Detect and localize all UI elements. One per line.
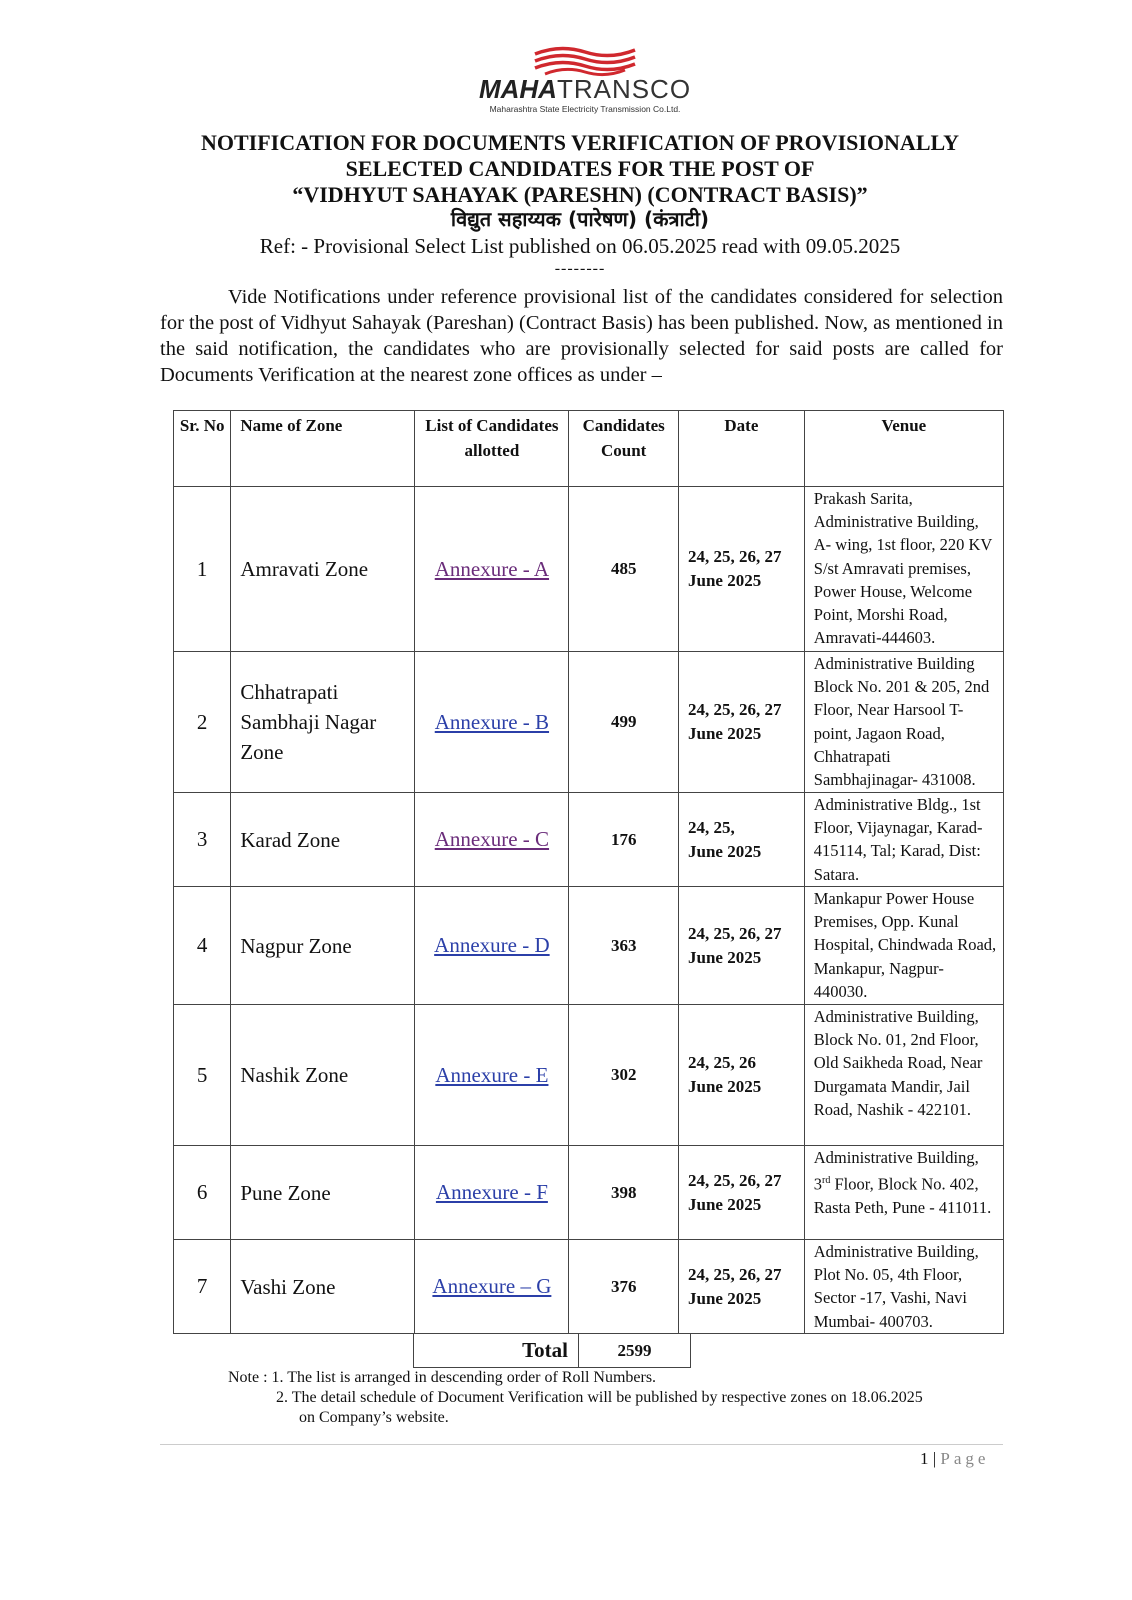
sr-no: 4	[174, 887, 231, 1005]
title-line-2: SELECTED CANDIDATES FOR THE POST OF	[345, 156, 815, 181]
table-row	[174, 652, 1004, 793]
table-row	[174, 1240, 1004, 1334]
header-date: Date	[679, 411, 805, 487]
note-1: Note : 1. The list is arranged in descending order of Roll Numbers.	[228, 1369, 657, 1386]
header-sr-no: Sr. No	[174, 411, 231, 487]
date-cell: 24, 25, 26, 27 June 2025	[679, 652, 805, 793]
note-2: 2. The detail schedule of Document Verification will be published by respective zones on 18.06.2025	[276, 1389, 923, 1406]
annexure-link[interactable]: Annexure - E	[435, 1062, 549, 1087]
annexure-link[interactable]: Annexure - C	[434, 827, 550, 851]
footer-divider	[160, 1444, 1003, 1445]
venue: Prakash Sarita, Administrative Building, A- wing, 1st floor, 220 KV S/st Amravati premises, Power House, Welcome Point, Morshi Road, Amravati-444603.	[804, 487, 1003, 652]
sr-no: 3	[174, 793, 231, 887]
total-label: Total	[414, 1334, 579, 1368]
header-zone: Name of Zone	[231, 411, 415, 487]
header-venue: Venue	[804, 411, 1003, 487]
venue: Administrative Building, 3rd Floor, Block No. 402, Rasta Peth, Pune - 411011.	[804, 1146, 1003, 1240]
table-row	[174, 487, 1004, 652]
sr-no: 7	[174, 1240, 231, 1334]
title-line-hindi: विद्युत सहाय्यक (पारेषण) (कंत्राटी)	[450, 207, 710, 231]
date-cell: 24, 25, 26, 27 June 2025	[679, 487, 805, 652]
company-logo	[445, 44, 725, 114]
candidate-count: 499	[569, 652, 679, 793]
zone-name: Nagpur Zone	[231, 887, 415, 1005]
header-list: List of Candidates allotted	[415, 411, 569, 487]
zone-name: Chhatrapati Sambhaji Nagar Zone	[231, 652, 415, 793]
table-row	[174, 1146, 1004, 1240]
sr-no: 2	[174, 652, 231, 793]
table-row	[174, 887, 1004, 1005]
annexure-link[interactable]: Annexure – G	[432, 1274, 552, 1298]
annexure-link[interactable]: Annexure - F	[435, 1180, 548, 1204]
intro-paragraph: Vide Notifications under reference provisional list of the candidates considered for selection for the post of Vidhyut Sahayak (Pareshan) (Contract Basis) has been published. Now, as mentioned in the said notification, the candidates who are provisionally selected for said posts are called for Documents Verification at the nearest zone offices as under –	[160, 286, 1003, 386]
total-table	[413, 1334, 691, 1368]
date-cell: 24, 25, 26, 27 June 2025	[679, 887, 805, 1005]
table-row	[174, 1005, 1004, 1146]
candidate-count: 376	[569, 1240, 679, 1334]
logo-subtitle: Maharashtra State Electricity Transmission Co.Ltd.	[489, 104, 681, 114]
annexure-link[interactable]: Annexure - B	[434, 709, 550, 734]
header-count: Candidates Count	[569, 411, 679, 487]
logo-wordmark: MAHATRANSCO	[478, 74, 692, 104]
venue: Administrative Building Block No. 201 & 205, 2nd Floor, Near Harsool T-point, Jagaon Road, Chhatrapati Sambhajinagar- 431008.	[804, 652, 1003, 793]
venue: Mankapur Power House Premises, Opp. Kunal Hospital, Chindwada Road, Mankapur, Nagpur- 440030.	[804, 887, 1003, 1005]
annexure-link[interactable]: Annexure - A	[434, 556, 550, 581]
table-row	[174, 793, 1004, 887]
page-number: 1 | Page	[920, 1449, 990, 1468]
date-cell: 24, 25, 26 June 2025	[679, 1005, 805, 1146]
venue: Administrative Building, Block No. 01, 2nd Floor, Old Saikheda Road, Near Durgamata Mandir, Jail Road, Nashik - 422101.	[804, 1005, 1003, 1146]
zone-name: Amravati Zone	[231, 487, 415, 652]
venue: Administrative Bldg., 1st Floor, Vijaynagar, Karad- 415114, Tal; Karad, Dist: Satara.	[804, 793, 1003, 887]
zone-name: Pune Zone	[231, 1146, 415, 1240]
sr-no: 1	[174, 487, 231, 652]
table-header-row	[174, 411, 1004, 487]
title-line-1: NOTIFICATION FOR DOCUMENTS VERIFICATION OF PROVISIONALLY	[200, 130, 960, 155]
annexure-link[interactable]: Annexure - D	[434, 933, 550, 957]
date-cell: 24, 25, June 2025	[679, 793, 805, 887]
zones-table	[173, 410, 1004, 1334]
candidate-count: 363	[569, 887, 679, 1005]
date-cell: 24, 25, 26, 27 June 2025	[679, 1146, 805, 1240]
candidate-count: 302	[569, 1005, 679, 1146]
sr-no: 6	[174, 1146, 231, 1240]
reference-line: Ref: - Provisional Select List published on 06.05.2025 read with 09.05.2025	[259, 234, 901, 258]
note-2-continued: on Company’s website.	[299, 1409, 449, 1426]
candidate-count: 485	[569, 487, 679, 652]
total-row	[414, 1334, 691, 1368]
logo-waves-icon	[530, 44, 640, 78]
candidate-count: 398	[569, 1146, 679, 1240]
date-cell: 24, 25, 26, 27 June 2025	[679, 1240, 805, 1334]
zone-name: Vashi Zone	[231, 1240, 415, 1334]
separator: --------	[554, 260, 606, 277]
candidate-count: 176	[569, 793, 679, 887]
zone-name: Karad Zone	[231, 793, 415, 887]
title-line-3: “VIDHYUT SAHAYAK (PARESHN) (CONTRACT BASIS)”	[292, 182, 868, 207]
total-value: 2599	[579, 1334, 691, 1368]
notes	[228, 1368, 1018, 1428]
venue: Administrative Building, Plot No. 05, 4th Floor, Sector -17, Vashi, Navi Mumbai- 400703.	[804, 1240, 1003, 1334]
zone-name: Nashik Zone	[231, 1005, 415, 1146]
sr-no: 5	[174, 1005, 231, 1146]
